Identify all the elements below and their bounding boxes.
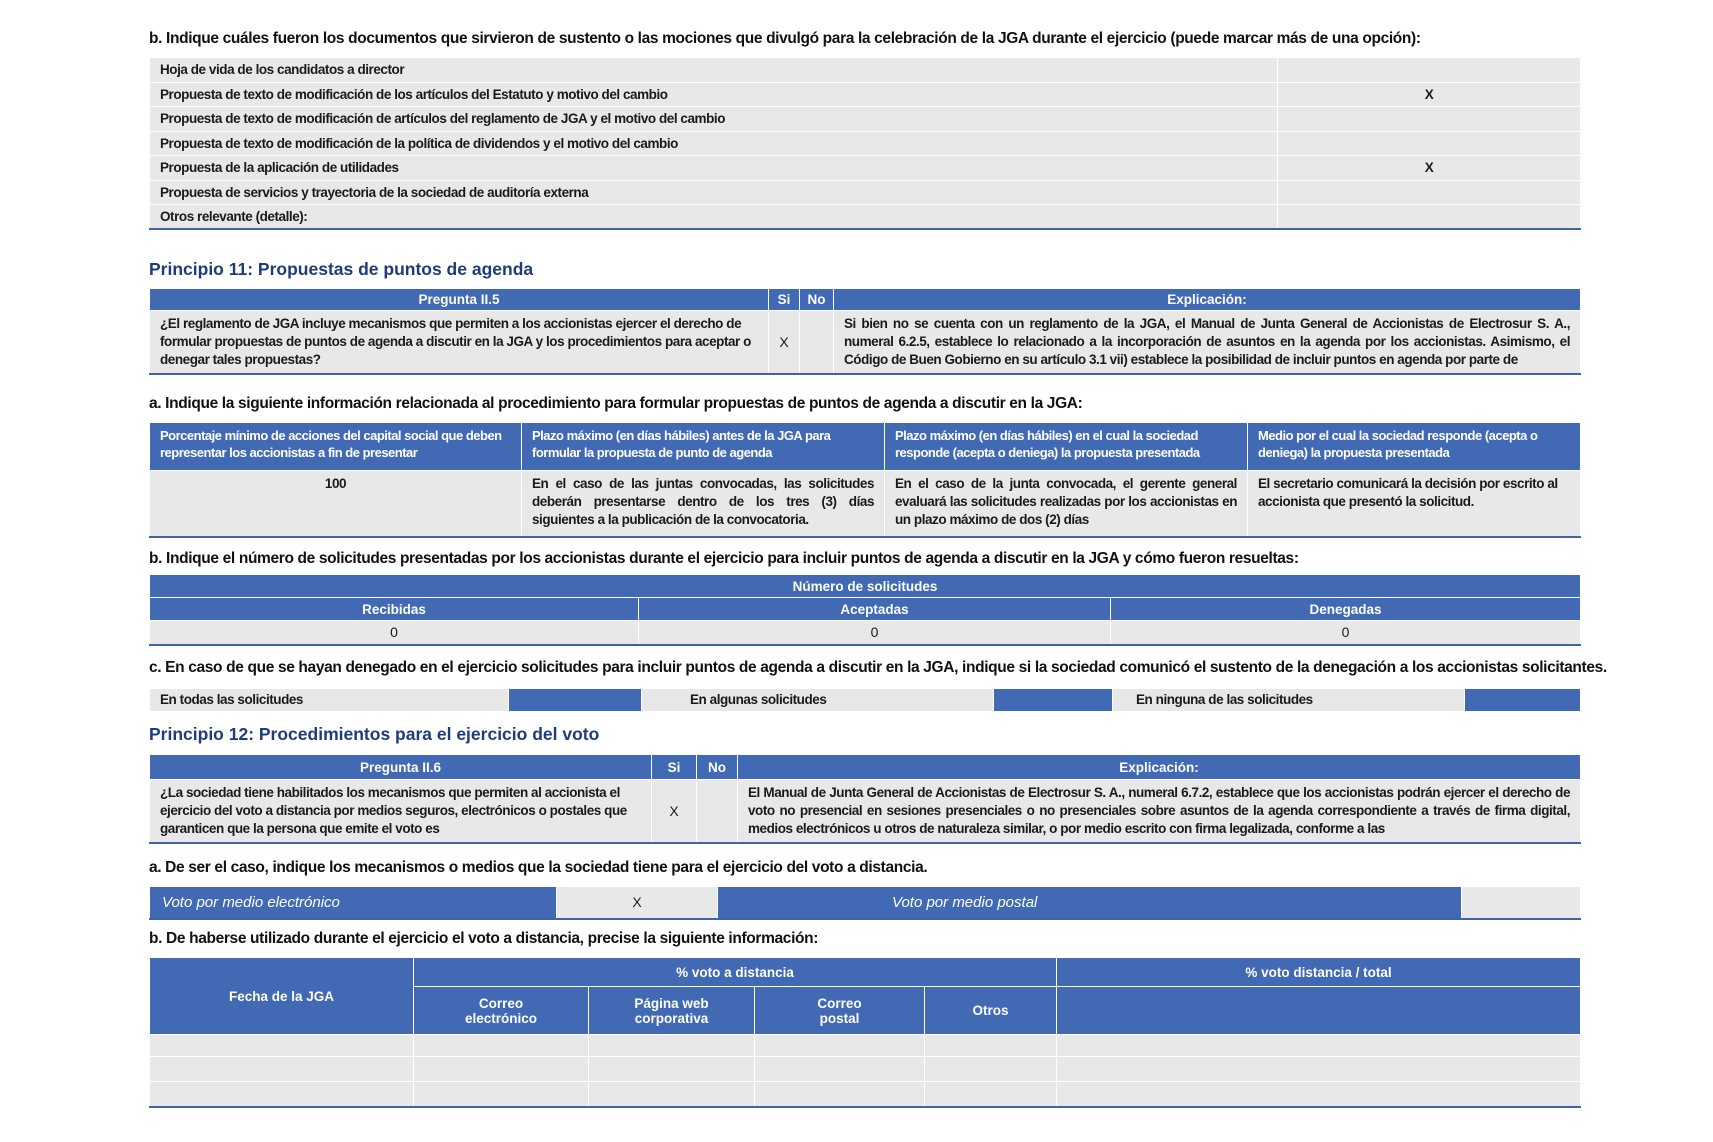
- denial-all-label: En todas las solicitudes: [150, 689, 509, 712]
- question-c-denial: c. En caso de que se hayan denegado en el ejercicio solicitudes para incluir puntos de agenda a discutir en la JGA, indique si la sociedad comunicó el sustento de la denegación a los accionistas solicitantes.: [149, 659, 1607, 676]
- question-b-documents: b. Indique cuáles fueron los documentos que sirvieron de sustento o las mociones que divulgó para la celebración de la JGA durante el ejercicio (puede marcar más de una opción):: [149, 30, 1421, 47]
- principle-11-title: Principio 11: Propuestas de puntos de agenda: [149, 259, 534, 279]
- header-web: Página web corporativa: [589, 987, 755, 1035]
- procedure-header: Plazo máximo (en días hábiles) antes de la JGA para formular la propuesta de punto de agenda: [522, 423, 885, 471]
- document-mark[interactable]: [1278, 58, 1581, 83]
- document-label: Otros relevante (detalle):: [150, 205, 1278, 230]
- denial-some-label: En algunas solicitudes: [642, 689, 994, 712]
- document-label: Hoja de vida de los candidatos a director: [150, 58, 1278, 83]
- mechanisms-table: [149, 886, 1581, 920]
- procedure-value: En el caso de la junta convocada, el gerente general evaluará las solicitudes realizadas por los accionistas en un plazo máximo de dos (2) días: [885, 471, 1248, 537]
- explanation-text: El Manual de Junta General de Accionistas de Electrosur S. A., numeral 6.7.2, establece que los accionistas podrán ejercer el derecho de voto no presencial en sesiones presenciales o no presenciales sobre asuntos de la agenda correspondiente a través de firma digital, medios electrónicos u otros de naturaleza similar, o por medio escrito con firma legalizada, conforme a las: [738, 780, 1581, 844]
- document-mark[interactable]: [1278, 131, 1581, 156]
- header-remote-vote: % voto a distancia: [414, 958, 1057, 987]
- denial-none-label: En ninguna de las solicitudes: [1113, 689, 1465, 712]
- document-row: [150, 180, 1581, 205]
- header-no: No: [800, 289, 834, 311]
- header-remote-total: % voto distancia / total: [1057, 958, 1581, 987]
- explanation-text: Si bien no se cuenta con un reglamento de la JGA, el Manual de Junta General de Accionistas de Electrosur S. A., numeral 6.2.5, establece lo relacionado a la incorporación de asuntos en la agenda por los accionistas. Asimismo, el Código de Buen Gobierno en su artículo 3.1 vii) establece la posibilidad de incluir puntos en agenda por parte de: [834, 311, 1581, 375]
- electronic-vote-label: Voto por medio electrónico: [150, 887, 557, 919]
- document-row: [150, 107, 1581, 132]
- header-date: Fecha de la JGA: [150, 958, 414, 1035]
- denial-some-checkbox[interactable]: [994, 689, 1113, 712]
- principle-12-title: Principio 12: Procedimientos para el ejercicio del voto: [149, 724, 600, 744]
- document-mark[interactable]: X: [1278, 82, 1581, 107]
- header-question: Pregunta II.5: [150, 289, 769, 311]
- document-mark[interactable]: [1278, 180, 1581, 205]
- document-label: Propuesta de la aplicación de utilidades: [150, 156, 1278, 181]
- procedure-header: Medio por el cual la sociedad responde (acepta o deniega) la propuesta presentada: [1248, 423, 1581, 471]
- question-a-mechanisms: a. De ser el caso, indique los mecanismos o medios que la sociedad tiene para el ejercicio del voto a distancia.: [149, 859, 928, 876]
- requests-table: [149, 574, 1581, 646]
- procedure-header: Plazo máximo (en días hábiles) en el cual la sociedad responde (acepta o deniega) la propuesta presentada: [885, 423, 1248, 471]
- requests-col-header: Aceptadas: [639, 598, 1111, 621]
- document-row: [150, 58, 1581, 83]
- table-row: [150, 1082, 1581, 1107]
- requests-col-header: Recibidas: [150, 598, 639, 621]
- vote-info-table: [149, 957, 1581, 1108]
- table-row: [150, 1057, 1581, 1082]
- document-label: Propuesta de texto de modificación de la política de dividendos y el motivo del cambio: [150, 131, 1278, 156]
- header-others: Otros: [925, 987, 1057, 1035]
- document-label: Propuesta de texto de modificación de los artículos del Estatuto y motivo del cambio: [150, 82, 1278, 107]
- principle-11-table: [149, 288, 1581, 375]
- requests-title: Número de solicitudes: [150, 575, 1581, 598]
- denial-none-checkbox[interactable]: [1465, 689, 1581, 712]
- header-email: Correo electrónico: [414, 987, 589, 1035]
- header-explanation: Explicación:: [738, 755, 1581, 780]
- documents-table: [149, 57, 1581, 230]
- question-text: ¿El reglamento de JGA incluye mecanismos que permiten a los accionistas ejercer el derecho de formular propuestas de puntos de agenda a discutir en la JGA y los procedimientos para aceptar o denegar tales propuestas?: [150, 311, 769, 375]
- header-si: Si: [769, 289, 800, 311]
- requests-value: 0: [150, 621, 639, 645]
- document-row: [150, 131, 1581, 156]
- header-total-blank: [1057, 987, 1581, 1035]
- document-mark[interactable]: [1278, 205, 1581, 230]
- denial-table: [149, 688, 1581, 712]
- question-b-vote-info: b. De haberse utilizado durante el ejercicio el voto a distancia, precise la siguiente información:: [149, 930, 819, 947]
- header-question: Pregunta II.6: [150, 755, 652, 780]
- document-mark[interactable]: X: [1278, 156, 1581, 181]
- requests-value: 0: [1111, 621, 1581, 645]
- procedure-value: El secretario comunicará la decisión por escrito al accionista que presentó la solicitud.: [1248, 471, 1581, 537]
- document-label: Propuesta de texto de modificación de artículos del reglamento de JGA y el motivo del cambio: [150, 107, 1278, 132]
- requests-col-header: Denegadas: [1111, 598, 1581, 621]
- procedure-value: 100: [150, 471, 522, 537]
- question-text: ¿La sociedad tiene habilitados los mecanismos que permiten al accionista el ejercicio del voto a distancia por medios seguros, electrónicos o postales que garanticen que la persona que emite el voto es: [150, 780, 652, 844]
- answer-si: X: [769, 311, 800, 375]
- table-row: [150, 1035, 1581, 1057]
- document-row: [150, 205, 1581, 230]
- procedure-table: [149, 422, 1581, 538]
- answer-no: [697, 780, 738, 844]
- header-explanation: Explicación:: [834, 289, 1581, 311]
- question-a-procedure: a. Indique la siguiente información relacionada al procedimiento para formular propuestas de puntos de agenda a discutir en la JGA:: [149, 395, 1083, 412]
- principle-12-table: [149, 754, 1581, 844]
- header-postal: Correo postal: [755, 987, 925, 1035]
- requests-value: 0: [639, 621, 1111, 645]
- electronic-vote-mark[interactable]: X: [557, 887, 718, 919]
- postal-vote-mark[interactable]: [1462, 887, 1581, 919]
- procedure-header: Porcentaje mínimo de acciones del capital social que deben representar los accionistas a fin de presentar: [150, 423, 522, 471]
- procedure-value: En el caso de las juntas convocadas, las solicitudes deberán presentarse dentro de los tres (3) días siguientes a la publicación de la convocatoria.: [522, 471, 885, 537]
- answer-no: [800, 311, 834, 375]
- document-row: [150, 82, 1581, 107]
- header-no: No: [697, 755, 738, 780]
- document-row: [150, 156, 1581, 181]
- question-b-requests: b. Indique el número de solicitudes presentadas por los accionistas durante el ejercicio para incluir puntos de agenda a discutir en la JGA y cómo fueron resueltas:: [149, 550, 1299, 567]
- document-mark[interactable]: [1278, 107, 1581, 132]
- denial-all-checkbox[interactable]: [509, 689, 642, 712]
- answer-si: X: [652, 780, 697, 844]
- postal-vote-label: Voto por medio postal: [718, 887, 1462, 919]
- header-si: Si: [652, 755, 697, 780]
- document-label: Propuesta de servicios y trayectoria de la sociedad de auditoría externa: [150, 180, 1278, 205]
